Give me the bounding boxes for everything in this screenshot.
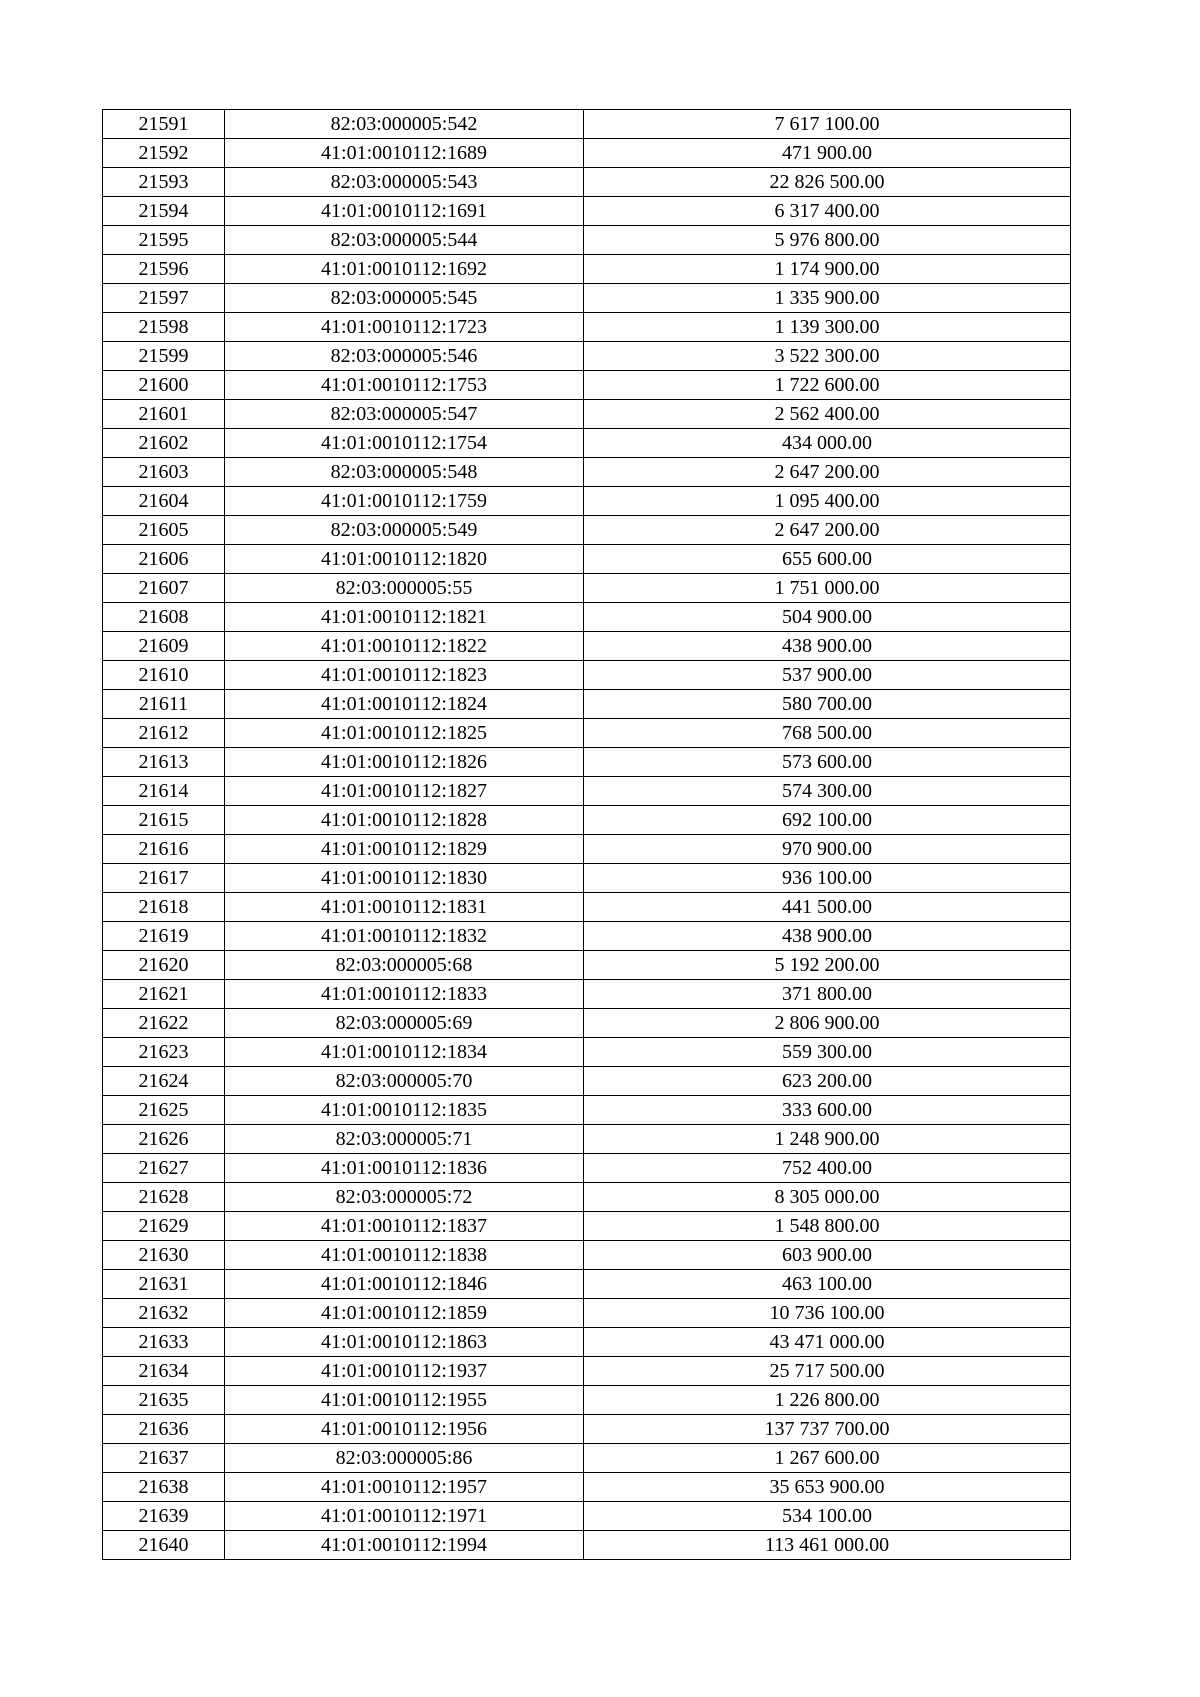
table-row xyxy=(103,1009,1071,1038)
row-number-cell: 21617 xyxy=(103,864,225,893)
cadastral-value-cell: 534 100.00 xyxy=(584,1502,1071,1531)
cadastral-number-cell: 41:01:0010112:1832 xyxy=(225,922,584,951)
row-number-cell: 21631 xyxy=(103,1270,225,1299)
cadastral-number-cell: 41:01:0010112:1994 xyxy=(225,1531,584,1560)
cadastral-value-cell: 2 562 400.00 xyxy=(584,400,1071,429)
table-row xyxy=(103,748,1071,777)
cadastral-number-cell: 82:03:000005:543 xyxy=(225,168,584,197)
cadastral-value-cell: 438 900.00 xyxy=(584,922,1071,951)
cadastral-value-cell: 1 335 900.00 xyxy=(584,284,1071,313)
cadastral-value-cell: 752 400.00 xyxy=(584,1154,1071,1183)
cadastral-value-cell: 2 647 200.00 xyxy=(584,516,1071,545)
row-number-cell: 21610 xyxy=(103,661,225,690)
cadastral-value-cell: 113 461 000.00 xyxy=(584,1531,1071,1560)
table-row xyxy=(103,110,1071,139)
cadastral-number-cell: 41:01:0010112:1723 xyxy=(225,313,584,342)
row-number-cell: 21637 xyxy=(103,1444,225,1473)
table-row xyxy=(103,516,1071,545)
table-row xyxy=(103,313,1071,342)
cadastral-value-cell: 623 200.00 xyxy=(584,1067,1071,1096)
cadastral-value-cell: 22 826 500.00 xyxy=(584,168,1071,197)
table-body xyxy=(103,110,1071,1560)
row-number-cell: 21632 xyxy=(103,1299,225,1328)
cadastral-value-table xyxy=(102,109,1071,1560)
cadastral-number-cell: 41:01:0010112:1820 xyxy=(225,545,584,574)
table-row xyxy=(103,371,1071,400)
cadastral-number-cell: 41:01:0010112:1822 xyxy=(225,632,584,661)
table-row xyxy=(103,1125,1071,1154)
row-number-cell: 21620 xyxy=(103,951,225,980)
cadastral-value-cell: 692 100.00 xyxy=(584,806,1071,835)
cadastral-value-cell: 441 500.00 xyxy=(584,893,1071,922)
row-number-cell: 21624 xyxy=(103,1067,225,1096)
table-row xyxy=(103,1270,1071,1299)
row-number-cell: 21639 xyxy=(103,1502,225,1531)
row-number-cell: 21601 xyxy=(103,400,225,429)
cadastral-value-cell: 1 174 900.00 xyxy=(584,255,1071,284)
table-row xyxy=(103,1473,1071,1502)
cadastral-value-cell: 573 600.00 xyxy=(584,748,1071,777)
table-row xyxy=(103,574,1071,603)
cadastral-number-cell: 41:01:0010112:1824 xyxy=(225,690,584,719)
row-number-cell: 21612 xyxy=(103,719,225,748)
row-number-cell: 21629 xyxy=(103,1212,225,1241)
cadastral-number-cell: 41:01:0010112:1955 xyxy=(225,1386,584,1415)
cadastral-number-cell: 41:01:0010112:1823 xyxy=(225,661,584,690)
table-row xyxy=(103,690,1071,719)
row-number-cell: 21627 xyxy=(103,1154,225,1183)
table-row xyxy=(103,429,1071,458)
table-row xyxy=(103,632,1071,661)
table-row xyxy=(103,719,1071,748)
cadastral-number-cell: 41:01:0010112:1846 xyxy=(225,1270,584,1299)
row-number-cell: 21591 xyxy=(103,110,225,139)
table-row xyxy=(103,951,1071,980)
row-number-cell: 21635 xyxy=(103,1386,225,1415)
cadastral-number-cell: 41:01:0010112:1937 xyxy=(225,1357,584,1386)
cadastral-number-cell: 82:03:000005:55 xyxy=(225,574,584,603)
row-number-cell: 21611 xyxy=(103,690,225,719)
cadastral-value-cell: 559 300.00 xyxy=(584,1038,1071,1067)
cadastral-number-cell: 41:01:0010112:1859 xyxy=(225,1299,584,1328)
table-row xyxy=(103,545,1071,574)
row-number-cell: 21622 xyxy=(103,1009,225,1038)
cadastral-number-cell: 82:03:000005:68 xyxy=(225,951,584,980)
row-number-cell: 21634 xyxy=(103,1357,225,1386)
cadastral-value-cell: 43 471 000.00 xyxy=(584,1328,1071,1357)
cadastral-number-cell: 41:01:0010112:1829 xyxy=(225,835,584,864)
cadastral-value-cell: 3 522 300.00 xyxy=(584,342,1071,371)
cadastral-number-cell: 41:01:0010112:1826 xyxy=(225,748,584,777)
cadastral-number-cell: 41:01:0010112:1831 xyxy=(225,893,584,922)
cadastral-number-cell: 41:01:0010112:1830 xyxy=(225,864,584,893)
cadastral-number-cell: 41:01:0010112:1956 xyxy=(225,1415,584,1444)
table-row xyxy=(103,603,1071,632)
cadastral-value-cell: 1 548 800.00 xyxy=(584,1212,1071,1241)
table-row xyxy=(103,342,1071,371)
table-row xyxy=(103,139,1071,168)
cadastral-number-cell: 41:01:0010112:1833 xyxy=(225,980,584,1009)
row-number-cell: 21640 xyxy=(103,1531,225,1560)
row-number-cell: 21623 xyxy=(103,1038,225,1067)
row-number-cell: 21609 xyxy=(103,632,225,661)
cadastral-number-cell: 82:03:000005:549 xyxy=(225,516,584,545)
cadastral-number-cell: 82:03:000005:542 xyxy=(225,110,584,139)
cadastral-number-cell: 82:03:000005:69 xyxy=(225,1009,584,1038)
table-row xyxy=(103,893,1071,922)
row-number-cell: 21599 xyxy=(103,342,225,371)
table-row xyxy=(103,226,1071,255)
table-row xyxy=(103,1241,1071,1270)
table-row xyxy=(103,1415,1071,1444)
cadastral-value-cell: 10 736 100.00 xyxy=(584,1299,1071,1328)
cadastral-number-cell: 41:01:0010112:1827 xyxy=(225,777,584,806)
cadastral-value-cell: 580 700.00 xyxy=(584,690,1071,719)
cadastral-number-cell: 41:01:0010112:1691 xyxy=(225,197,584,226)
table-row xyxy=(103,864,1071,893)
cadastral-value-cell: 768 500.00 xyxy=(584,719,1071,748)
cadastral-number-cell: 82:03:000005:71 xyxy=(225,1125,584,1154)
row-number-cell: 21636 xyxy=(103,1415,225,1444)
row-number-cell: 21600 xyxy=(103,371,225,400)
row-number-cell: 21621 xyxy=(103,980,225,1009)
cadastral-number-cell: 41:01:0010112:1821 xyxy=(225,603,584,632)
cadastral-value-cell: 25 717 500.00 xyxy=(584,1357,1071,1386)
row-number-cell: 21614 xyxy=(103,777,225,806)
cadastral-number-cell: 41:01:0010112:1825 xyxy=(225,719,584,748)
cadastral-number-cell: 41:01:0010112:1759 xyxy=(225,487,584,516)
cadastral-number-cell: 82:03:000005:86 xyxy=(225,1444,584,1473)
cadastral-value-cell: 936 100.00 xyxy=(584,864,1071,893)
cadastral-number-cell: 82:03:000005:546 xyxy=(225,342,584,371)
cadastral-value-cell: 1 248 900.00 xyxy=(584,1125,1071,1154)
row-number-cell: 21625 xyxy=(103,1096,225,1125)
cadastral-value-cell: 603 900.00 xyxy=(584,1241,1071,1270)
cadastral-number-cell: 41:01:0010112:1971 xyxy=(225,1502,584,1531)
table-row xyxy=(103,1183,1071,1212)
row-number-cell: 21618 xyxy=(103,893,225,922)
cadastral-value-cell: 2 806 900.00 xyxy=(584,1009,1071,1038)
table-row xyxy=(103,1067,1071,1096)
cadastral-number-cell: 82:03:000005:544 xyxy=(225,226,584,255)
cadastral-value-cell: 655 600.00 xyxy=(584,545,1071,574)
cadastral-number-cell: 41:01:0010112:1835 xyxy=(225,1096,584,1125)
table-row xyxy=(103,835,1071,864)
table-row xyxy=(103,1328,1071,1357)
table-row xyxy=(103,777,1071,806)
row-number-cell: 21602 xyxy=(103,429,225,458)
table-row xyxy=(103,1038,1071,1067)
cadastral-number-cell: 82:03:000005:70 xyxy=(225,1067,584,1096)
cadastral-value-cell: 1 722 600.00 xyxy=(584,371,1071,400)
table-row xyxy=(103,661,1071,690)
cadastral-number-cell: 82:03:000005:548 xyxy=(225,458,584,487)
row-number-cell: 21603 xyxy=(103,458,225,487)
cadastral-value-cell: 7 617 100.00 xyxy=(584,110,1071,139)
cadastral-value-cell: 35 653 900.00 xyxy=(584,1473,1071,1502)
table-row xyxy=(103,458,1071,487)
row-number-cell: 21593 xyxy=(103,168,225,197)
cadastral-value-cell: 5 976 800.00 xyxy=(584,226,1071,255)
cadastral-value-cell: 537 900.00 xyxy=(584,661,1071,690)
row-number-cell: 21597 xyxy=(103,284,225,313)
table-row xyxy=(103,806,1071,835)
row-number-cell: 21613 xyxy=(103,748,225,777)
row-number-cell: 21605 xyxy=(103,516,225,545)
cadastral-number-cell: 41:01:0010112:1753 xyxy=(225,371,584,400)
row-number-cell: 21606 xyxy=(103,545,225,574)
cadastral-value-cell: 504 900.00 xyxy=(584,603,1071,632)
table-row xyxy=(103,168,1071,197)
row-number-cell: 21630 xyxy=(103,1241,225,1270)
row-number-cell: 21607 xyxy=(103,574,225,603)
row-number-cell: 21608 xyxy=(103,603,225,632)
table-row xyxy=(103,1212,1071,1241)
cadastral-value-cell: 463 100.00 xyxy=(584,1270,1071,1299)
cadastral-value-cell: 438 900.00 xyxy=(584,632,1071,661)
cadastral-value-cell: 1 267 600.00 xyxy=(584,1444,1071,1473)
table-row xyxy=(103,1299,1071,1328)
cadastral-value-cell: 471 900.00 xyxy=(584,139,1071,168)
table-row xyxy=(103,255,1071,284)
table-row xyxy=(103,1502,1071,1531)
cadastral-number-cell: 41:01:0010112:1692 xyxy=(225,255,584,284)
row-number-cell: 21604 xyxy=(103,487,225,516)
table-row xyxy=(103,980,1071,1009)
table-row xyxy=(103,1096,1071,1125)
cadastral-value-cell: 5 192 200.00 xyxy=(584,951,1071,980)
cadastral-value-cell: 137 737 700.00 xyxy=(584,1415,1071,1444)
cadastral-number-cell: 41:01:0010112:1838 xyxy=(225,1241,584,1270)
cadastral-value-cell: 2 647 200.00 xyxy=(584,458,1071,487)
cadastral-number-cell: 41:01:0010112:1837 xyxy=(225,1212,584,1241)
cadastral-number-cell: 41:01:0010112:1834 xyxy=(225,1038,584,1067)
cadastral-number-cell: 41:01:0010112:1863 xyxy=(225,1328,584,1357)
table-row xyxy=(103,1154,1071,1183)
cadastral-value-cell: 1 226 800.00 xyxy=(584,1386,1071,1415)
table-row xyxy=(103,922,1071,951)
cadastral-value-cell: 574 300.00 xyxy=(584,777,1071,806)
table-row xyxy=(103,1357,1071,1386)
table-row xyxy=(103,284,1071,313)
row-number-cell: 21595 xyxy=(103,226,225,255)
cadastral-value-cell: 1 751 000.00 xyxy=(584,574,1071,603)
cadastral-value-cell: 333 600.00 xyxy=(584,1096,1071,1125)
table-row xyxy=(103,1386,1071,1415)
cadastral-value-cell: 970 900.00 xyxy=(584,835,1071,864)
row-number-cell: 21598 xyxy=(103,313,225,342)
table-row xyxy=(103,1444,1071,1473)
cadastral-value-cell: 1 139 300.00 xyxy=(584,313,1071,342)
table-row xyxy=(103,487,1071,516)
cadastral-value-cell: 1 095 400.00 xyxy=(584,487,1071,516)
table-row xyxy=(103,400,1071,429)
row-number-cell: 21615 xyxy=(103,806,225,835)
cadastral-number-cell: 41:01:0010112:1957 xyxy=(225,1473,584,1502)
cadastral-number-cell: 82:03:000005:545 xyxy=(225,284,584,313)
row-number-cell: 21619 xyxy=(103,922,225,951)
row-number-cell: 21638 xyxy=(103,1473,225,1502)
cadastral-value-cell: 6 317 400.00 xyxy=(584,197,1071,226)
cadastral-number-cell: 82:03:000005:547 xyxy=(225,400,584,429)
row-number-cell: 21626 xyxy=(103,1125,225,1154)
cadastral-number-cell: 82:03:000005:72 xyxy=(225,1183,584,1212)
cadastral-value-cell: 371 800.00 xyxy=(584,980,1071,1009)
row-number-cell: 21633 xyxy=(103,1328,225,1357)
row-number-cell: 21596 xyxy=(103,255,225,284)
cadastral-number-cell: 41:01:0010112:1754 xyxy=(225,429,584,458)
row-number-cell: 21616 xyxy=(103,835,225,864)
cadastral-value-cell: 434 000.00 xyxy=(584,429,1071,458)
cadastral-number-cell: 41:01:0010112:1828 xyxy=(225,806,584,835)
table-row xyxy=(103,1531,1071,1560)
row-number-cell: 21592 xyxy=(103,139,225,168)
cadastral-number-cell: 41:01:0010112:1836 xyxy=(225,1154,584,1183)
table-row xyxy=(103,197,1071,226)
row-number-cell: 21628 xyxy=(103,1183,225,1212)
cadastral-number-cell: 41:01:0010112:1689 xyxy=(225,139,584,168)
row-number-cell: 21594 xyxy=(103,197,225,226)
cadastral-value-cell: 8 305 000.00 xyxy=(584,1183,1071,1212)
